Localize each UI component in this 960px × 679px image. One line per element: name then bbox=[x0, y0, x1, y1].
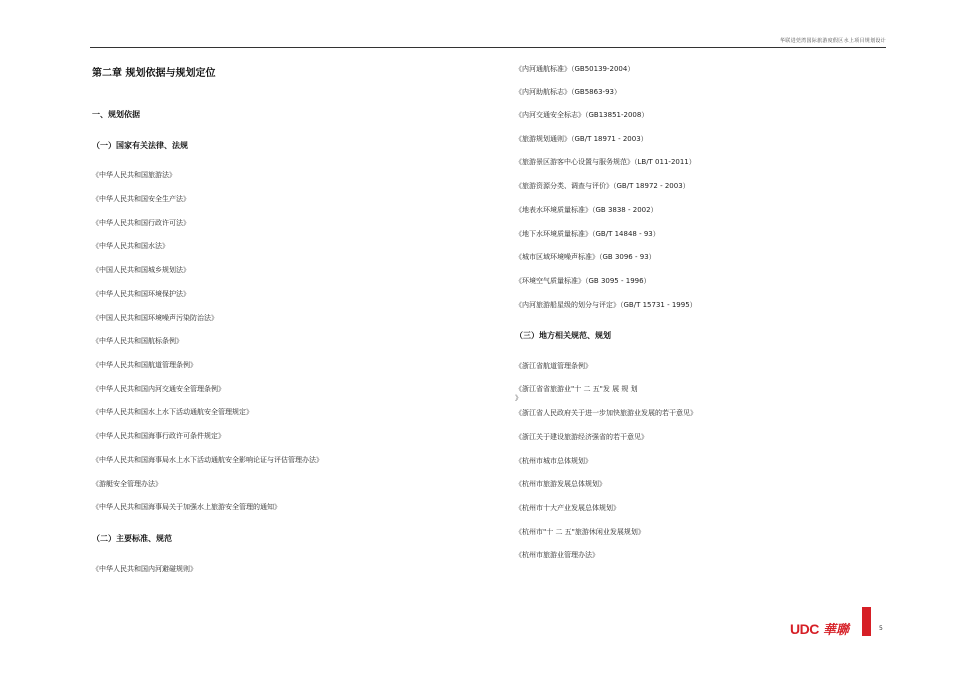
law-item: 《中华人民共和国旅游法》 bbox=[92, 171, 176, 179]
law-item: 《中华人民共和国海事局水上水下活动通航安全影响论证与评估管理办法》 bbox=[92, 456, 323, 464]
law-item: 《中华人民共和国行政许可法》 bbox=[92, 219, 190, 227]
law-item: 《中华人民共和国海事局关于加强水上旅游安全管理的通知》 bbox=[92, 503, 281, 511]
standard-item: 《内河通航标准》（GB50139-2004） bbox=[515, 65, 635, 73]
standard-item: 《城市区域环境噪声标准》（GB 3096 - 93） bbox=[515, 253, 656, 261]
page-number: 5 bbox=[879, 625, 883, 632]
logo-mark: UDC bbox=[790, 620, 819, 637]
standard-item: 《地表水环境质量标准》（GB 3838 - 2002） bbox=[515, 206, 658, 214]
local-item: 《杭州市旅游发展总体规划》 bbox=[515, 480, 606, 488]
subheading-national-laws: （一）国家有关法律、法规 bbox=[92, 141, 188, 150]
standard-item: 《地下水环境质量标准》（GB/T 14848 - 93） bbox=[515, 230, 660, 238]
law-item: 《游艇安全管理办法》 bbox=[92, 480, 162, 488]
standard-item: 《内河旅游船星级的划分与评定》（GB/T 15731 - 1995） bbox=[515, 301, 697, 309]
standard-item: 《中华人民共和国内河避碰规则》 bbox=[92, 565, 197, 573]
local-item: 《杭州市"十 二 五"旅游休闲业发展规划》 bbox=[515, 528, 645, 536]
section-heading-basis: 一、规划依据 bbox=[92, 110, 140, 119]
law-item: 《中华人民共和国水法》 bbox=[92, 242, 169, 250]
local-item: 《浙江省省旅游业"十 二 五"发 展 规 划 bbox=[515, 385, 638, 393]
page-accent-bar bbox=[862, 607, 871, 636]
logo-chinese: 華聯 bbox=[822, 623, 849, 638]
standard-item: 《内河助航标志》（GB5863-93） bbox=[515, 88, 621, 96]
local-item: 《浙江关于建设旅游经济强省的若干意见》 bbox=[515, 433, 648, 441]
local-item: 《杭州市十大产业发展总体规划》 bbox=[515, 504, 620, 512]
law-item: 《中国人民共和国城乡规划法》 bbox=[92, 266, 190, 274]
law-item: 《中国人民共和国环境噪声污染防治法》 bbox=[92, 314, 218, 322]
subheading-standards: （二）主要标准、规范 bbox=[92, 534, 172, 543]
local-item: 《浙江省人民政府关于进一步加快旅游业发展的若干意见》 bbox=[515, 409, 697, 417]
standard-item: 《旅游资源分类、调查与评价》（GB/T 18972 - 2003） bbox=[515, 182, 690, 190]
header-divider bbox=[90, 47, 886, 48]
udc-logo bbox=[790, 619, 849, 638]
standard-item: 《旅游规划通则》（GB/T 18971 - 2003） bbox=[515, 135, 648, 143]
law-item: 《中华人民共和国环境保护法》 bbox=[92, 290, 190, 298]
law-item: 《中华人民共和国航道管理条例》 bbox=[92, 361, 197, 369]
subheading-local-regulations: （三）地方相关规范、规划 bbox=[515, 331, 611, 340]
law-item: 《中华人民共和国水上水下活动通航安全管理规定》 bbox=[92, 408, 253, 416]
law-item: 《中华人民共和国安全生产法》 bbox=[92, 195, 190, 203]
law-item: 《中华人民共和国航标条例》 bbox=[92, 337, 183, 345]
local-item: 《杭州市旅游业管理办法》 bbox=[515, 551, 599, 559]
law-item: 《中华人民共和国海事行政许可条件规定》 bbox=[92, 432, 225, 440]
standard-item: 《旅游景区游客中心设置与服务规范》（LB/T 011-2011） bbox=[515, 158, 696, 166]
chapter-title: 第二章 规划依据与规划定位 bbox=[92, 68, 216, 79]
header-title: 华联进莞湾国际旅游度假区水上项目规划设计 bbox=[779, 38, 886, 44]
law-item: 《中华人民共和国内河交通安全管理条例》 bbox=[92, 385, 225, 393]
local-item-wrap: 》 bbox=[515, 394, 522, 402]
local-item: 《杭州市城市总体规划》 bbox=[515, 457, 592, 465]
local-item: 《浙江省航道管理条例》 bbox=[515, 362, 592, 370]
standard-item: 《内河交通安全标志》（GB13851-2008） bbox=[515, 111, 649, 119]
standard-item: 《环境空气质量标准》（GB 3095 - 1996） bbox=[515, 277, 651, 285]
